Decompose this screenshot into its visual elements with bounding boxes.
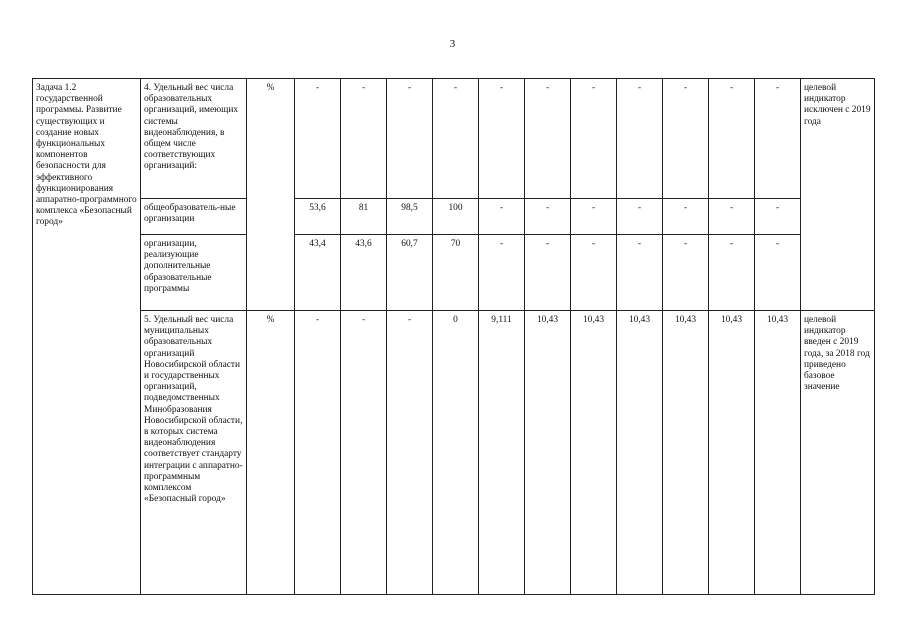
- table-row-subgroup: [33, 235, 875, 311]
- value-cell: -: [295, 79, 341, 199]
- value-cell: -: [433, 79, 479, 199]
- value-cell: -: [479, 199, 525, 235]
- subgroup-name: организации, реализующие дополнительные образовательные программы: [141, 235, 247, 311]
- indicators-table: [32, 78, 875, 595]
- value-cell: -: [571, 235, 617, 311]
- page-number: 3: [449, 38, 456, 50]
- value-cell: -: [617, 79, 663, 199]
- value-cell: -: [525, 199, 571, 235]
- value-cell: 70: [433, 235, 479, 311]
- value-cell: -: [709, 235, 755, 311]
- value-cell: 9,111: [479, 311, 525, 595]
- value-cell: 0: [433, 311, 479, 595]
- value-cell: 81: [341, 199, 387, 235]
- value-cell: 43,6: [341, 235, 387, 311]
- value-cell: -: [617, 199, 663, 235]
- indicator-4-name: 4. Удельный вес числа образовательных организаций, имеющих системы видеонаблюдения, в общем числе соответствующих организаций:: [141, 79, 247, 199]
- value-cell: -: [479, 79, 525, 199]
- value-cell: -: [341, 79, 387, 199]
- value-cell: -: [387, 79, 433, 199]
- table-row-indicator-5: [33, 311, 875, 595]
- value-cell: 98,5: [387, 199, 433, 235]
- value-cell: 53,6: [295, 199, 341, 235]
- value-cell: -: [709, 199, 755, 235]
- value-cell: -: [479, 235, 525, 311]
- value-cell: 43,4: [295, 235, 341, 311]
- table-row-subgroup: [33, 199, 875, 235]
- value-cell: -: [295, 311, 341, 595]
- value-cell: -: [525, 79, 571, 199]
- value-cell: -: [663, 235, 709, 311]
- value-cell: 10,43: [755, 311, 801, 595]
- value-cell: -: [341, 311, 387, 595]
- indicator-5-note: целевой индикатор введен с 2019 года, за 2018 год приведено базовое значение: [801, 311, 875, 595]
- value-cell: -: [755, 79, 801, 199]
- value-cell: -: [571, 79, 617, 199]
- value-cell: 100: [433, 199, 479, 235]
- value-cell: -: [387, 311, 433, 595]
- value-cell: 10,43: [571, 311, 617, 595]
- value-cell: -: [525, 235, 571, 311]
- subgroup-name: общеобразователь-ные организации: [141, 199, 247, 235]
- value-cell: 10,43: [663, 311, 709, 595]
- indicator-5-unit: %: [247, 311, 295, 595]
- value-cell: 10,43: [525, 311, 571, 595]
- value-cell: -: [663, 199, 709, 235]
- indicator-4-unit: %: [247, 79, 295, 311]
- value-cell: -: [755, 235, 801, 311]
- indicator-4-note: целевой индикатор исключен с 2019 года: [801, 79, 875, 311]
- value-cell: 10,43: [709, 311, 755, 595]
- value-cell: -: [617, 235, 663, 311]
- task-cell: Задача 1.2 государственной программы. Развитие существующих и создание новых функциональных компонентов безопасности для эффективного функционирования аппаратно-программного комплекса «Безопасный город»: [33, 79, 141, 595]
- value-cell: -: [663, 79, 709, 199]
- table-row-indicator-4: [33, 79, 875, 199]
- value-cell: -: [709, 79, 755, 199]
- value-cell: 60,7: [387, 235, 433, 311]
- value-cell: -: [571, 199, 617, 235]
- value-cell: -: [755, 199, 801, 235]
- value-cell: 10,43: [617, 311, 663, 595]
- indicator-5-name: 5. Удельный вес числа муниципальных образовательных организаций Новосибирской области и государственных организаций, подведомственных Минобразования Новосибирской области, в которых система видеонаблюдения соответствует стандарту интеграции с аппаратно-программным комплексом «Безопасный город»: [141, 311, 247, 595]
